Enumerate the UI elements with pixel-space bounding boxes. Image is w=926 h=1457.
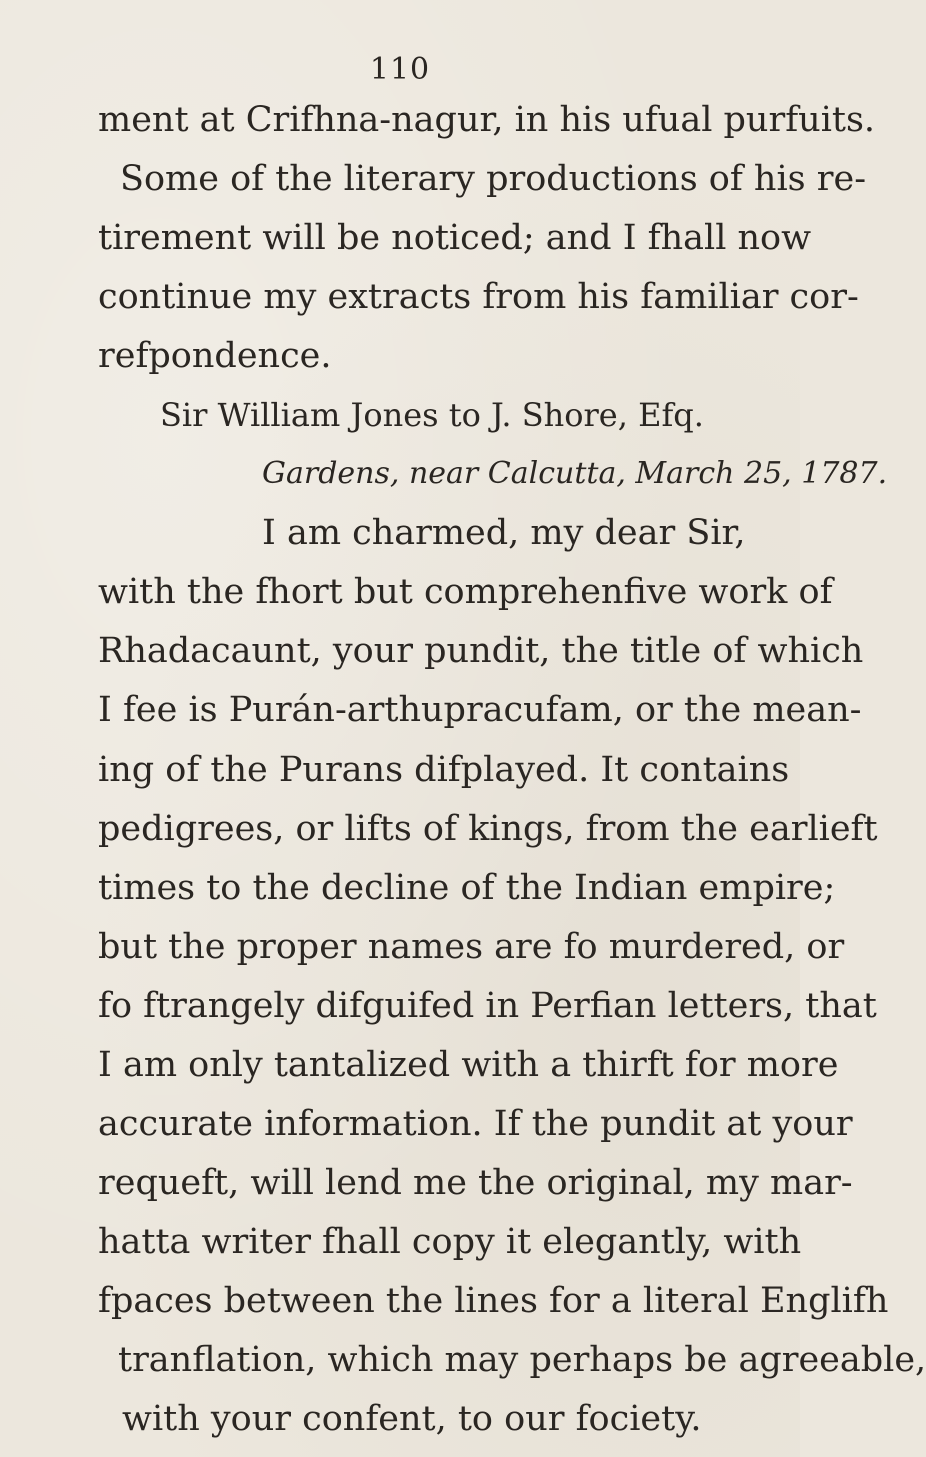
text-line: Some of the literary productions of his re-: [120, 159, 867, 199]
text-line: with your confent, to our fociety.: [122, 1399, 702, 1439]
text-line: times to the decline of the Indian empire;: [98, 868, 836, 908]
text-line: continue my extracts from his familiar cor-: [98, 277, 859, 317]
page-number: 110: [369, 52, 431, 87]
text-line: fo ftrangely difguifed in Perfian letters, that: [98, 986, 877, 1026]
text-line: tirement will be noticed; and I fhall now: [98, 218, 812, 258]
text-line: ment at Crifhna-nagur, in his ufual purfuits.: [98, 100, 876, 140]
text-line: fpaces between the lines for a literal Englifh: [98, 1281, 889, 1321]
text-line: but the proper names are fo murdered, or: [98, 927, 845, 967]
text-line: ing of the Purans difplayed. It contains: [98, 750, 790, 790]
letter-dateline: Gardens, near Calcutta, March 25, 1787.: [262, 456, 888, 491]
text-line: accurate information. If the pundit at your: [98, 1104, 853, 1144]
text-line: hatta writer fhall copy it elegantly, with: [98, 1222, 802, 1262]
text-line: tranflation, which may perhaps be agreeable,: [118, 1340, 926, 1380]
text-line: Rhadacaunt, your pundit, the title of which: [98, 631, 864, 671]
text-line: I fee is Purán-arthupracufam, or the mean-: [98, 690, 862, 730]
text-line: pedigrees, or lifts of kings, from the earlieft: [98, 809, 878, 849]
text-line: I am only tantalized with a thirft for more: [98, 1045, 839, 1085]
text-line: with the fhort but comprehenfive work of: [98, 572, 833, 612]
text-line: I am charmed, my dear Sir,: [262, 513, 746, 553]
text-line: requeft, will lend me the original, my mar-: [98, 1163, 853, 1203]
text-line: refpondence.: [98, 336, 332, 376]
letter-heading: Sir William Jones to J. Shore, Efq.: [160, 396, 704, 434]
